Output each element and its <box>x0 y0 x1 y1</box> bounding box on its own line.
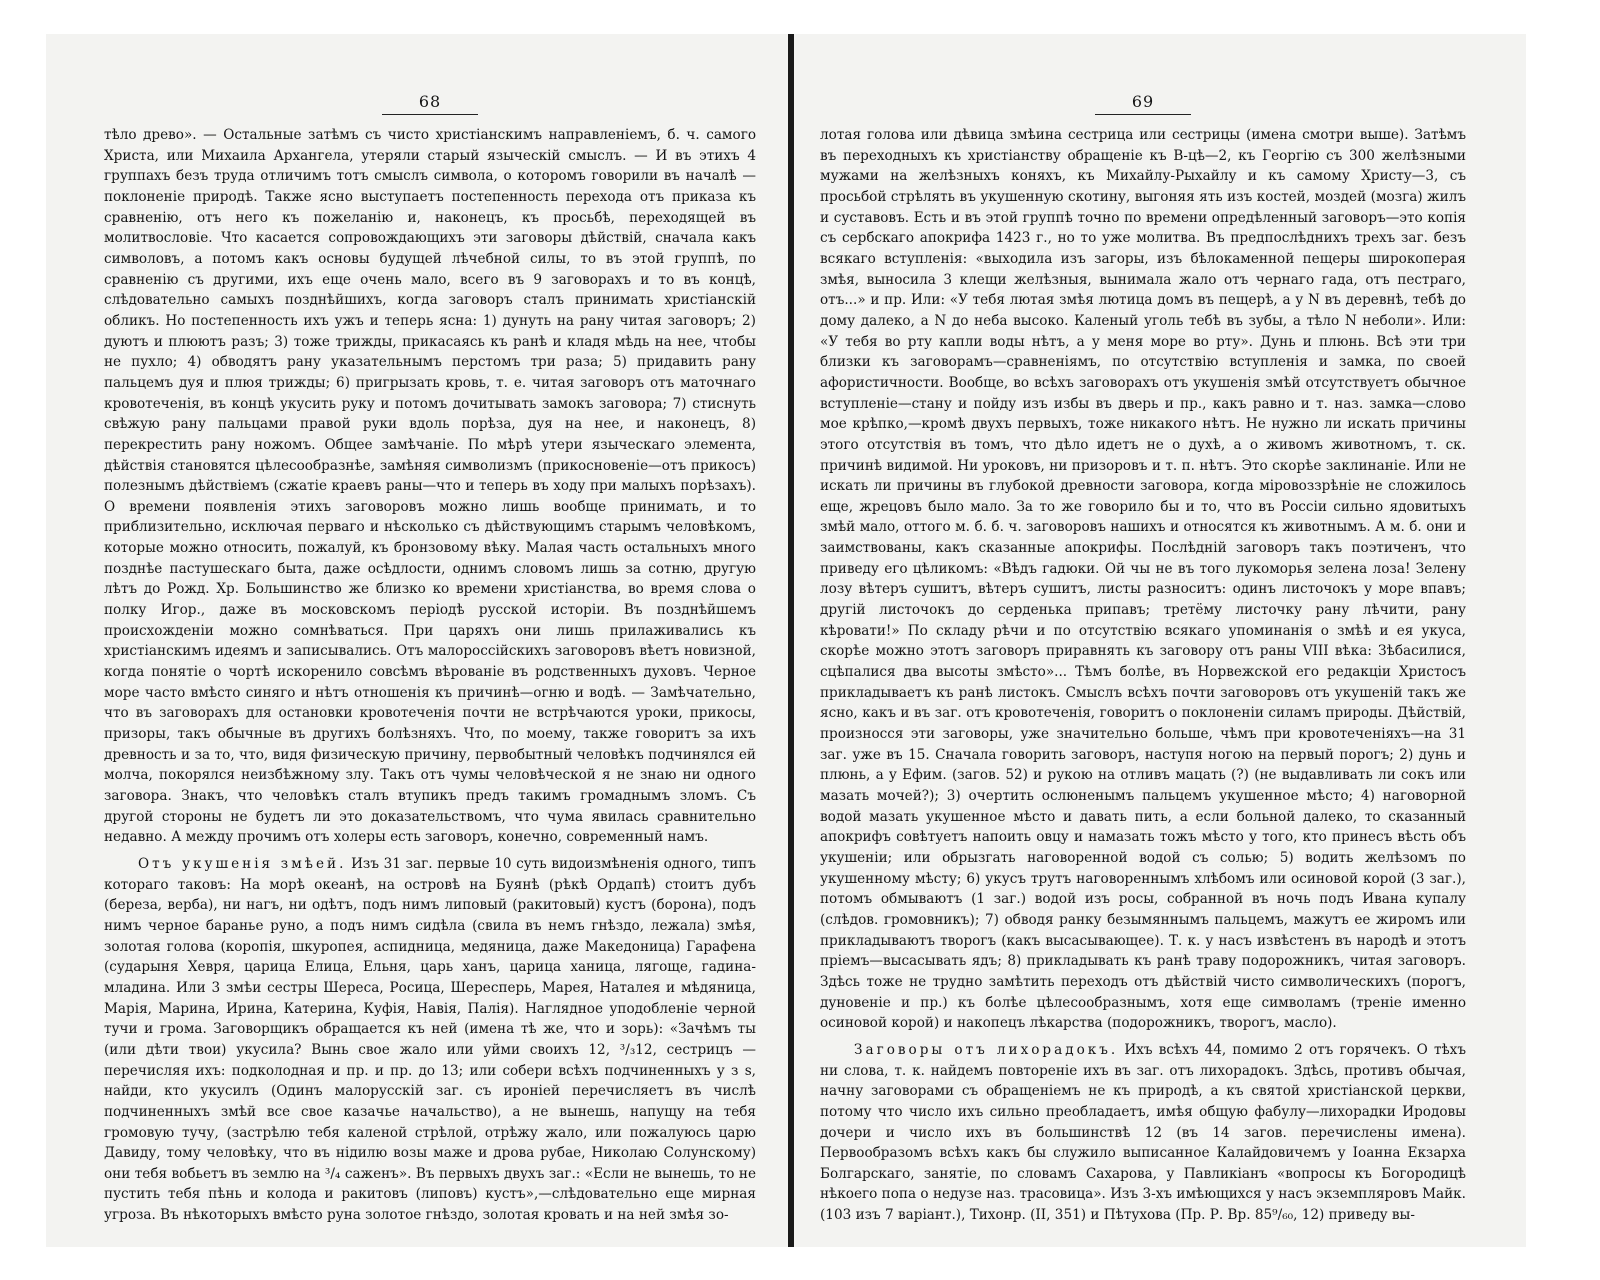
paragraph-body: Ихъ всѣхъ 44, помимо 2 отъ горячекъ. О тѣхъ ни слова, т. к. найдемъ повтореніе ихъ въ заг. отъ лихорадокъ. Здѣсь, противъ обычая, начну заговорами съ обращеніемъ не къ природѣ, а къ святой христіанской церкви, потому что число ихъ сильно преобладаетъ, имѣя общую фабулу—лихорадки Иродовы дочери и число ихъ въ большинствѣ 12 (въ 14 загов. перечислены имена). Первообразомъ всѣхъ какъ бы служило выписанное Калайдовичемъ у Іоанна Екзарха Болгарскаго, занятіе, по словамъ Сахарова, у Павликіанъ «вопросы къ Богородицѣ нѣкоего попа о недузе наз. трасовица». Изъ 3-хъ имѣющихся у насъ экземпляровъ Майк. (103 изъ 7 варіант.), Тихонр. (II, 351) и Пѣтухова (Пр. Р. Вр. 85⁹/₆₀, 12) приведу вы- <box>820 1041 1466 1224</box>
paragraph <box>820 1040 1466 1226</box>
paragraph: лотая голова или дѣвица змѣина сестрица или сестрицы (имена смотри выше). Затѣмъ въ переходныхъ къ христіанству обращеніе къ В-цѣ—2, къ Георгію съ 300 желѣзными мужами на желѣзныхъ коняхъ, къ Михайлу-Рыхайлу и къ самому Христу—3, съ просьбой стрѣлять въ укушенную скотину, выгоняя ять изъ костей, моздей (мозга) жилъ и суставовъ. Есть и въ этой группѣ точно по времени опредѣленный заговоръ—это копія съ сербскаго апокрифа 1423 г., но то уже молитва. Въ предпослѣднихъ трехъ заг. безъ всякаго вступленія: «выходила изъ загоры, изъ бѣлокаменной пещеры широкоперая змѣя, выносила 3 клещи желѣзныя, вынимала жало отъ чернаго гада, отъ пестраго, отъ...» и пр. Или: «У тебя лютая змѣя лютица домъ въ пещерѣ, а у N въ деревнѣ, тебѣ до дому далеко, а N до неба высоко. Каленый уголь тебѣ въ зубы, а тѣло N неболи». Или: «У тебя во рту капли воды нѣтъ, а у меня море во рту». Дунь и плюнь. Всѣ эти три близки къ заговорамъ—сравненіямъ, по отсутствію вступленія и замка, по своей афористичности. Вообще, во всѣхъ заговорахъ отъ укушенія змѣй отсутствуетъ обычное вступленіе—стану и пойду изъ избы въ дверь и пр., какъ равно и т. наз. замка—слово мое крѣпко,—кромѣ двухъ первыхъ, тоже никакого нѣтъ. Не нужно ли искать причины этого отсутствія въ томъ, что дѣло идетъ не о духѣ, а о живомъ животномъ, т. ск. причинѣ видимой. Ни уроковъ, ни призоровъ и т. п. нѣтъ. Это скорѣе заклинаніе. Или не искать ли причины въ глубокой древности заговора, когда міровоззрѣніе не сложилось еще, жрецовъ было мало. За то же говорило бы и то, что въ Россіи сильно ядовитыхъ змѣй мало, оттого м. б. б. ч. заговоровъ нашихъ и относятся къ животнымъ. А м. б. они и заимствованы, какъ сказанные апокрифы. Послѣдній заговоръ такъ поэтиченъ, что приведу его цѣликомъ: «Вѣдъ гадюки. Ой чы не въ того лукоморья зелена лоза! Зелену лозу вѣтеръ сушитъ, вѣтеръ сушитъ, листы разноситъ: одинъ листочокъ у море впавъ; другій листочокъ до серденька припавъ; третёму листочку рану лѣчити, рану кѣровати!» По складу рѣчи и по отсутствію всякаго упоминанія о змѣѣ и ея укуса, скорѣе можно этотъ заговоръ приравнять къ заговору отъ раны VIII вѣка: Зѣбасилися, сцѣпалися два высоты змѣсто»... Тѣмъ болѣе, въ Норвежской его редакціи Христосъ прикладываетъ къ ранѣ листокъ. Смыслъ всѣхъ почти заговоровъ отъ укушеній такъ же ясно, какъ и въ заг. отъ кровотеченія, говоритъ о поклоненіи силамъ природы. Дѣйствій, произносся эти заговоры, уже значительно больше, чѣмъ при кровотеченіяхъ—на 31 заг. уже въ 15. Сначала говорить заговоръ, наступя ногою на первый порогъ; 2) дунь и плюнь, а у Ефим. (загов. 52) и рукою на отливъ мацать (?) (не выдавливать ли сокъ или мазать мочей?); 3) очертить ослюненымъ пальцемъ укушенное мѣсто; 4) наговорной водой мазать укушенное мѣсто и давать пить, а если больной далеко, то сказанный апокрифъ совѣтуетъ напоить овцу и намазать тожъ мѣсто у того, кто принесъ вѣсть объ укушеніи; или обрызгать наговоренной водой съ солью; 5) водить желѣзомъ по укушенному мѣсту; 6) укусъ трутъ наговореннымъ хлѣбомъ или осиновой корой (3 заг.), потомъ обмываютъ (1 заг.) водой изъ росы, собранной въ ночь подъ Ивана купалу (слѣдов. громовникъ); 7) обводя ранку безымяннымъ пальцемъ, мажутъ ее жиромъ или прикладываютъ творогъ (какъ высасывающее). Т. к. у насъ извѣстенъ въ народѣ и этотъ пріемъ—высасывать ядъ; 8) прикладывать къ ранѣ траву подорожникъ, читая заговоръ. Здѣсь тоже не трудно замѣтить переходъ отъ дѣйствій чисто символическихъ (порогъ, дуновеніе и пр.) къ болѣе цѣлесообразнымъ, хотя еще символамъ (треніе именно осиновой корой) и накопецъ лѣкарства (подорожникъ, творогъ, масло). <box>820 127 1466 1032</box>
page-number: 69 <box>1131 92 1155 111</box>
paragraph: тѣло древо». — Остальные затѣмъ съ чисто христіанскимъ направленіемъ, б. ч. самого Христа, или Михаила Архангела, утеряли старый языческій смыслъ. — И въ этихъ 4 группахъ безъ труда отличимъ тотъ смыслъ символа, о которомъ говорили въ началѣ — поклоненіе природѣ. Также ясно выступаетъ постепенность перехода отъ приказа къ сравненію, отъ него къ пожеланію и, наконецъ, къ просьбѣ, переходящей въ молитвословіе. Что касается сопровождающихъ эти заговоры дѣйствій, сначала какъ символовъ, а потомъ какъ основы будущей лѣчебной силы, то въ этой группѣ, по сравненію съ другими, ихъ еще очень мало, всего въ 9 заговорахъ и то въ концѣ, слѣдовательно самыхъ позднѣйшихъ, когда заговоръ сталъ принимать христіанскій обликъ. Но постепенность ихъ ужъ и теперь ясна: 1) дунуть на рану читая заговоръ; 2) дуютъ и плюютъ разъ; 3) тоже трижды, прикасаясь къ ранѣ и кладя мѣдь на нее, чтобы не пухло; 4) обводятъ рану указательнымъ перстомъ три раза; 5) придавить рану пальцемъ дуя и плюя трижды; 6) пригрызать кровь, т. е. читая заговоръ отъ маточнаго кровотеченія, въ концѣ укусить руку и потомъ дочитывать замокъ заговора; 7) стиснуть свѣжую рану пальцами правой руки вдоль порѣза, дуя на нее, и наконецъ, 8) перекрестить рану ножомъ. Общее замѣчаніе. По мѣрѣ утери языческаго элемента, дѣйствія становятся цѣлесообразнѣе, замѣняя символизмъ (прикосновеніе—отъ прикосъ) полезнымъ дѣйствіемъ (сжатіе краевъ раны—что и теперь въ ходу при малыхъ порѣзахъ). О времени появленія этихъ заговоровъ можно лишь вообще принимать, и то приблизительно, исключая перваго и нѣсколько съ дѣйствующимъ старымъ человѣкомъ, которые можно относить, пожалуй, къ бронзовому вѣку. Малая часть остальныхъ много позднѣе пастушескаго быта, даже осѣдлости, однимъ словомъ лишь за сотню, другую лѣтъ до Рожд. Хр. Большинство же близко ко времени христіанства, во время слова о полку Игор., даже въ московскомъ періодѣ русской исторіи. Въ позднѣйшемъ происхожденіи можно сомнѣваться. При царяхъ они лишь прилаживались къ христіанскимъ идеямъ и записывались. Отъ малороссійскихъ заговоровъ вѣетъ новизной, когда понятіе о чортѣ искоренило совсѣмъ вѣрованіе въ родственныхъ духовъ. Черное море часто вмѣсто синяго и нѣтъ отношенія къ причинѣ—огню и водѣ. — Замѣчательно, что въ заговорахъ для остановки кровотеченія почти не встрѣчаются уроки, прикосы, призоры, такъ обычные въ другихъ болѣзняхъ. Что, по моему, также говоритъ за ихъ древность и за то, что, видя физическую причину, первобытный человѣкъ подчинялся ей молча, покорялся неизбѣжному злу. Такъ отъ чумы человѣческой я не знаю ни одного заговора. Знакъ, что человѣкъ сталъ втупикъ предъ такимъ громаднымъ зломъ. Съ другой стороны не будетъ ли это доказательствомъ, что чума явилась сравнительно недавно. А между прочимъ отъ холеры есть заговоръ, конечно, современный намъ. <box>104 127 756 846</box>
right-page-text <box>820 125 1466 1226</box>
book-gutter <box>788 34 794 1247</box>
book-spread <box>46 34 1526 1247</box>
paragraph <box>104 854 756 1226</box>
right-page <box>796 34 1526 1247</box>
page-number: 68 <box>418 92 442 111</box>
section-heading: Отъ укушенія змѣей. <box>138 855 347 872</box>
left-page <box>46 34 786 1247</box>
page-number-rule <box>382 114 478 115</box>
section-heading: Заговоры отъ лихорадокъ. <box>854 1041 1119 1058</box>
page-number-rule <box>1095 114 1191 115</box>
left-page-text <box>104 125 756 1226</box>
paragraph-body: Изъ 31 заг. первые 10 суть видоизмѣненія одного, типъ котораго таковъ: На морѣ океанѣ, на островѣ на Буянѣ (рѣкѣ Ордапѣ) стоитъ дубъ (береза, верба), ни нагъ, ни одѣтъ, подъ нимъ липовый (ракитовый) кустъ (борона), подъ нимъ черное баранье руно, а подъ нимъ сидѣла (свила въ немъ гнѣздо, лежала) змѣя, золотая голова (коропія, шкуропея, аспидница, медяница, даже Македоница) Гарафена (сударыня Хевря, царица Елица, Ельня, царь ханъ, царица ханица, лягоще, гадина-младина. Или 3 змѣи сестры Шереса, Росица, Шересперь, Марея, Наталея и мѣдяница, Марія, Марина, Ирина, Катерина, Куфія, Навія, Палія). Наглядное уподобленіе черной тучи и грома. Заговорщикъ обращается къ ней (имена тѣ же, что и зорь): «Зачѣмъ ты (или дѣти твои) укусила? Вынь свое жало или уйми своихъ 12, ³/₃12, сестрицъ — перечисляя ихъ: подколодная и пр. и пр. до 13; или собери всѣхъ подчиненныхъ у з s, найди, кто укусилъ (Одинъ малорусскій заг. съ ироніей перечисляетъ въ числѣ подчиненныхъ змѣй все свое казачье начальство), а не вынешь, напущу на тебя громовую тучу, (застрѣлю тебя каленой стрѣлой, отрѣжу жало, или пожалуюсь царю Давиду, тому человѣку, что въ нідилю возы маже и дрова рубае, Николаю Солунскому) они тебя вобьетъ въ землю на ³/₄ саженъ». Въ первыхъ двухъ заг.: «Если не вынешь, то не пустить тебя пѣнь и колода и ракитовъ (липовъ) кустъ»,—слѣдовательно еще мирная угроза. Въ нѣкоторыхъ вмѣсто руна золотое гнѣздо, золотая кровать и на ней змѣя зо- <box>104 855 756 1224</box>
